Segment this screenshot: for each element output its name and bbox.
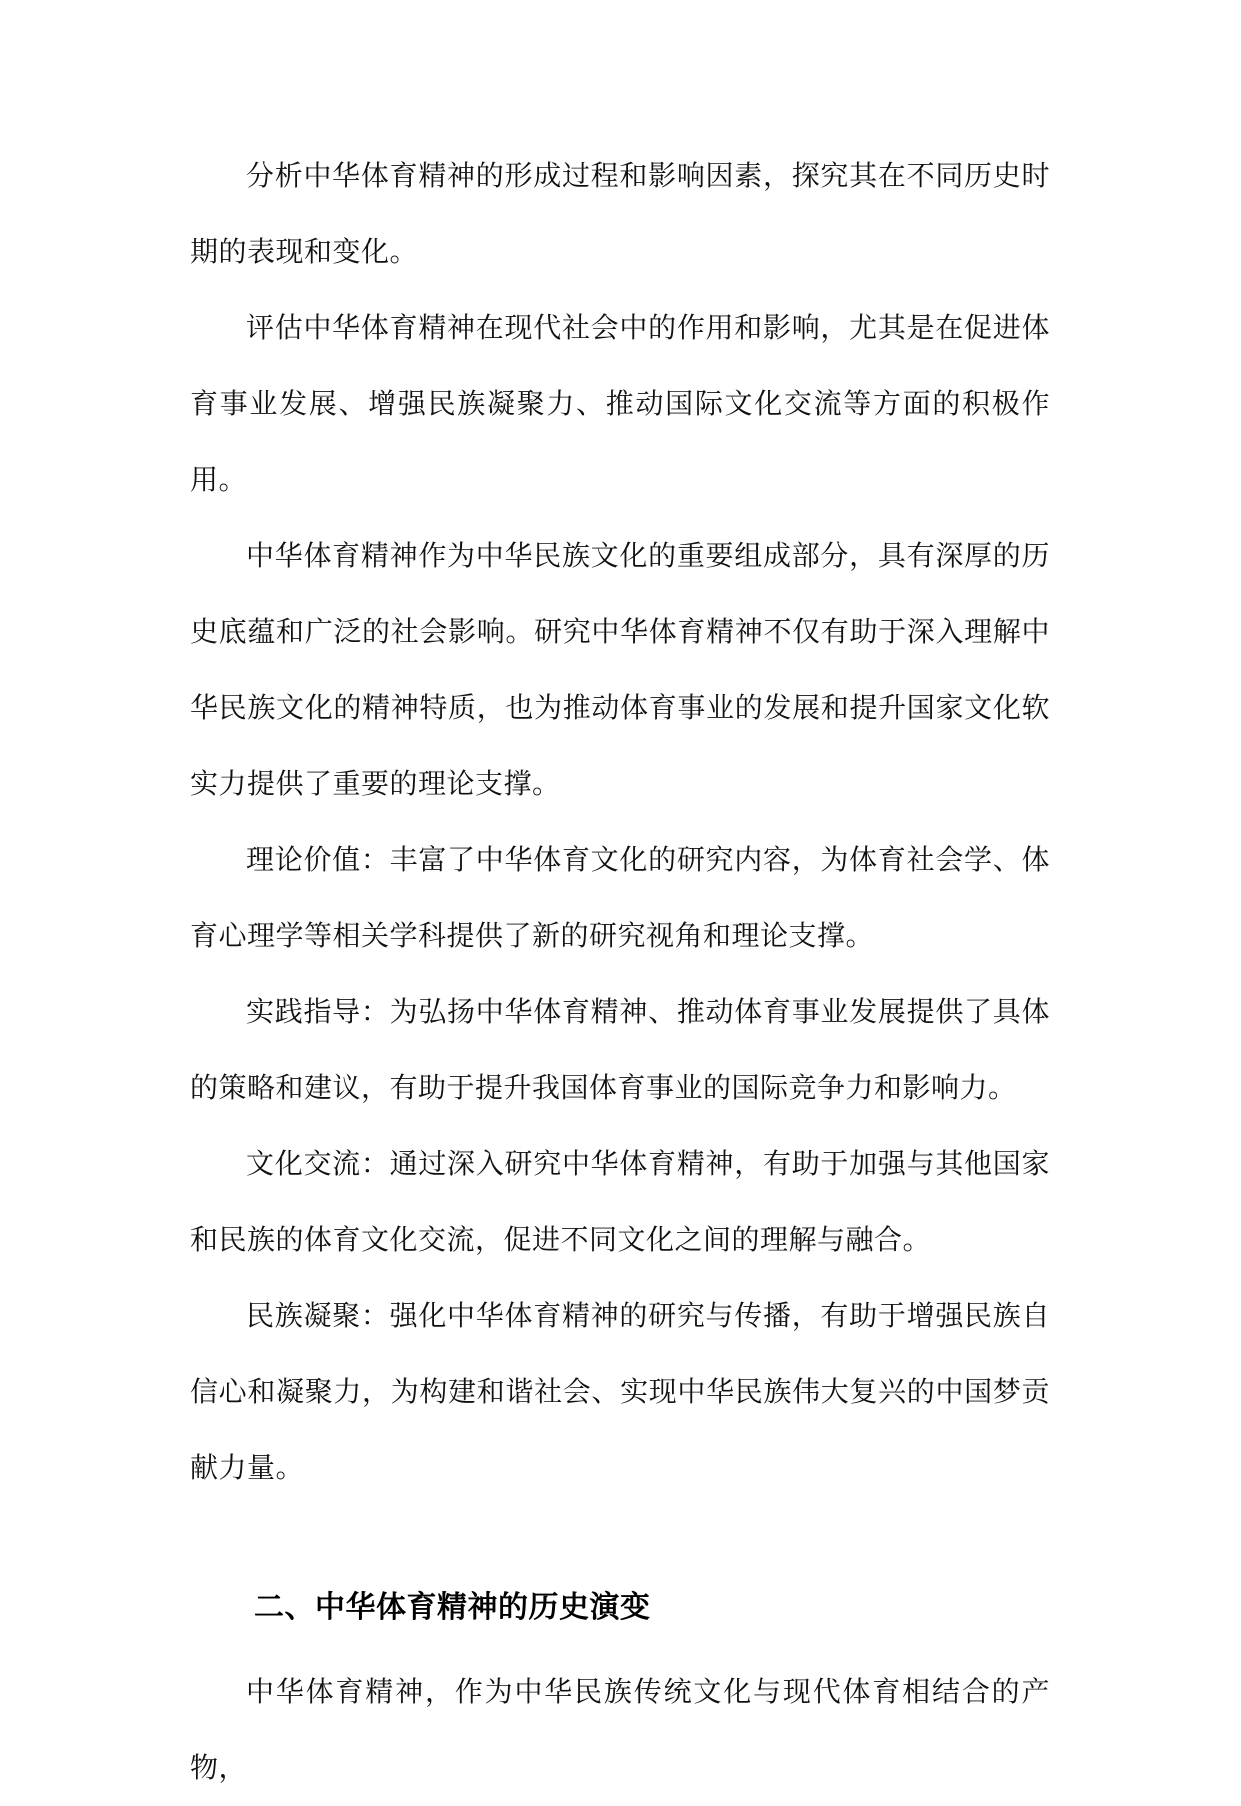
paragraph-significance: 中华体育精神作为中华民族文化的重要组成部分，具有深厚的历史底蕴和广泛的社会影响。研究中华体育精神不仅有助于深入理解中华民族文化的精神特质，也为推动体育事业的发展和提升国家文化软实力提供了重要的理论支撑。 <box>190 539 1050 800</box>
paragraph-cultural-exchange: 文化交流：通过深入研究中华体育精神，有助于加强与其他国家和民族的体育文化交流，促进不同文化之间的理解与融合。 <box>190 1147 1050 1256</box>
document-body <box>190 138 1050 1806</box>
section-heading: 二、中华体育精神的历史演变 <box>254 1590 651 1625</box>
paragraph-modern-role: 评估中华体育精神在现代社会中的作用和影响，尤其是在促进体育事业发展、增强民族凝聚力、推动国际文化交流等方面的积极作用。 <box>190 311 1050 496</box>
paragraph-practical-guidance: 实践指导：为弘扬中华体育精神、推动体育事业发展提供了具体的策略和建议，有助于提升我国体育事业的国际竞争力和影响力。 <box>190 995 1050 1104</box>
paragraph-history-intro: 中华体育精神，作为中华民族传统文化与现代体育相结合的产物， <box>190 1675 1050 1784</box>
paragraph-formation-analysis: 分析中华体育精神的形成过程和影响因素，探究其在不同历史时期的表现和变化。 <box>190 159 1050 268</box>
paragraph-national-cohesion: 民族凝聚：强化中华体育精神的研究与传播，有助于增强民族自信心和凝聚力，为构建和谐社会、实现中华民族伟大复兴的中国梦贡献力量。 <box>190 1299 1050 1484</box>
paragraph-theoretical-value: 理论价值：丰富了中华体育文化的研究内容，为体育社会学、体育心理学等相关学科提供了新的研究视角和理论支撑。 <box>190 843 1050 952</box>
